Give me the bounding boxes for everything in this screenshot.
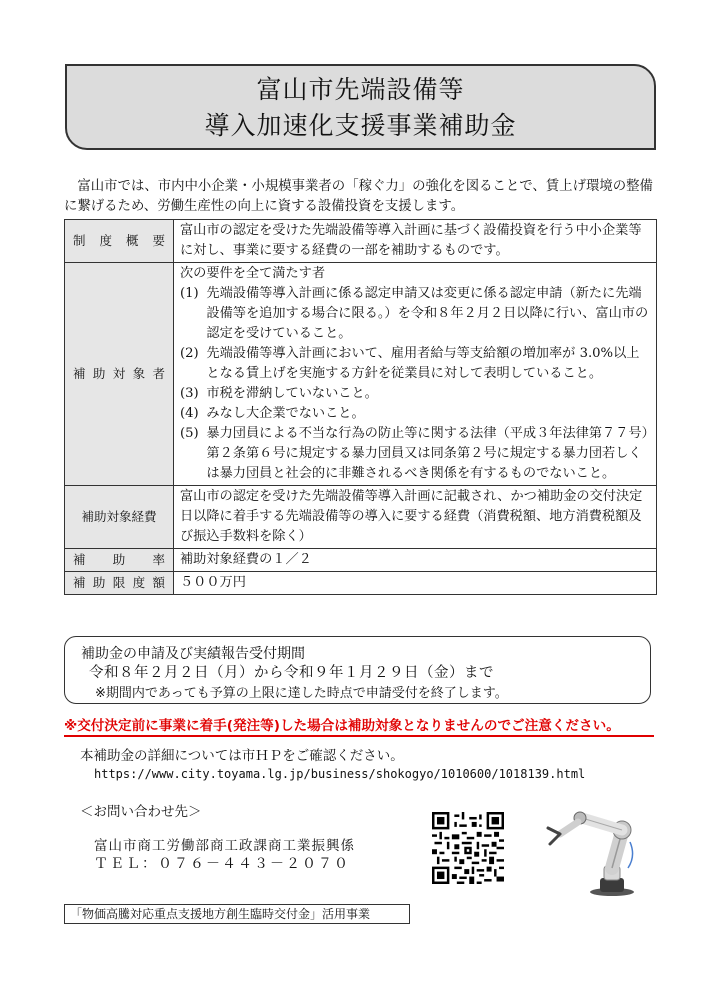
label-expenses: 補助対象経費 — [65, 486, 174, 549]
title-line-1: 富山市先端設備等 — [256, 75, 465, 104]
label-limit: 補助限度額 — [65, 572, 174, 595]
warning-notice: ※交付決定前に事業に着手(発注等)した場合は補助対象となりませんのでご注意ください。 — [64, 714, 654, 737]
details-url-link[interactable]: https://www.city.toyama.lg.jp/business/shokogyo/1010600/1018139.html — [94, 767, 586, 781]
value-rate: 補助対象経費の１／２ — [174, 549, 657, 572]
period-dates: 令和８年２月２日（月）から令和９年１月２９日（金）まで — [89, 665, 494, 681]
requirement-item: (5) 暴力団員による不当な行為の防止等に関する法律（平成３年法律第７７号）第２条第６号に規定する暴力団員又は同条第２号に規定する暴力団若しくは暴力団員と社会的に非難されるべき関係を有するものでないこと。 — [180, 426, 649, 481]
details-text: 本補助金の詳細については市ＨＰをご確認ください。 — [80, 748, 404, 764]
table-row-eligible — [65, 263, 657, 486]
title-line-2: 導入加速化支援事業補助金 — [204, 111, 517, 140]
table-row-rate — [65, 549, 657, 572]
value-limit: ５００万円 — [174, 572, 657, 595]
qr-code-icon[interactable] — [432, 812, 504, 884]
info-table — [64, 219, 657, 595]
value-eligible — [174, 263, 657, 486]
label-eligible: 補助対象者 — [65, 263, 174, 486]
table-row-overview — [65, 220, 657, 263]
contact-heading: ＜お問い合わせ先＞ — [80, 804, 202, 820]
label-overview: 制度概要 — [65, 220, 174, 263]
application-period-box — [64, 636, 651, 704]
table-row-expenses — [65, 486, 657, 549]
requirement-item: (2) 先端設備等導入計画において、雇用者給与等支給額の増加率が 3.0%以上となる賃上げを実施する方針を従業員に対して表明していること。 — [180, 346, 640, 381]
eligible-intro: 次の要件を全て満たす者 — [180, 266, 326, 281]
intro-paragraph: 富山市では、市内中小企業・小規模事業者の「稼ぐ力」の強化を図ることで、賃上げ環境の整備に繋げるため、労働生産性の向上に資する設備投資を支援します。 — [64, 179, 653, 214]
footer-note: 「物価高騰対応重点支援地方創生臨時交付金」活用事業 — [64, 904, 410, 924]
value-overview: 富山市の認定を受けた先端設備等導入計画に基づく設備投資を行う中小企業等に対し、事業に要する経費の一部を補助するものです。 — [174, 220, 657, 263]
label-rate: 補助率 — [65, 549, 174, 572]
period-heading: 補助金の申請及び実績報告受付期間 — [81, 646, 305, 662]
requirement-item: (4) みなし大企業でないこと。 — [180, 406, 365, 421]
robot-arm-icon — [520, 802, 650, 898]
contact-department: 富山市商工労働部商工政課商工業振興係 — [94, 838, 355, 854]
requirement-item: (1) 先端設備等導入計画に係る認定申請又は変更に係る認定申請（新たに先端設備等を追加する場合に限る。）を令和８年２月２日以降に行い、富山市の認定を受けていること。 — [180, 286, 649, 341]
table-row-limit — [65, 572, 657, 595]
period-note: ※期間内であっても予算の上限に達した時点で申請受付を終了します。 — [95, 686, 508, 701]
contact-tel: ＴＥＬ：０７６－４４３－２０７０ — [94, 856, 350, 872]
value-expenses: 富山市の認定を受けた先端設備等導入計画に記載され、かつ補助金の交付決定日以降に着手する先端設備等の導入に要する経費（消費税額、地方消費税額及び振込手数料を除く） — [174, 486, 657, 549]
requirement-item: (3) 市税を滞納していないこと。 — [180, 386, 378, 401]
title-box — [65, 64, 656, 150]
